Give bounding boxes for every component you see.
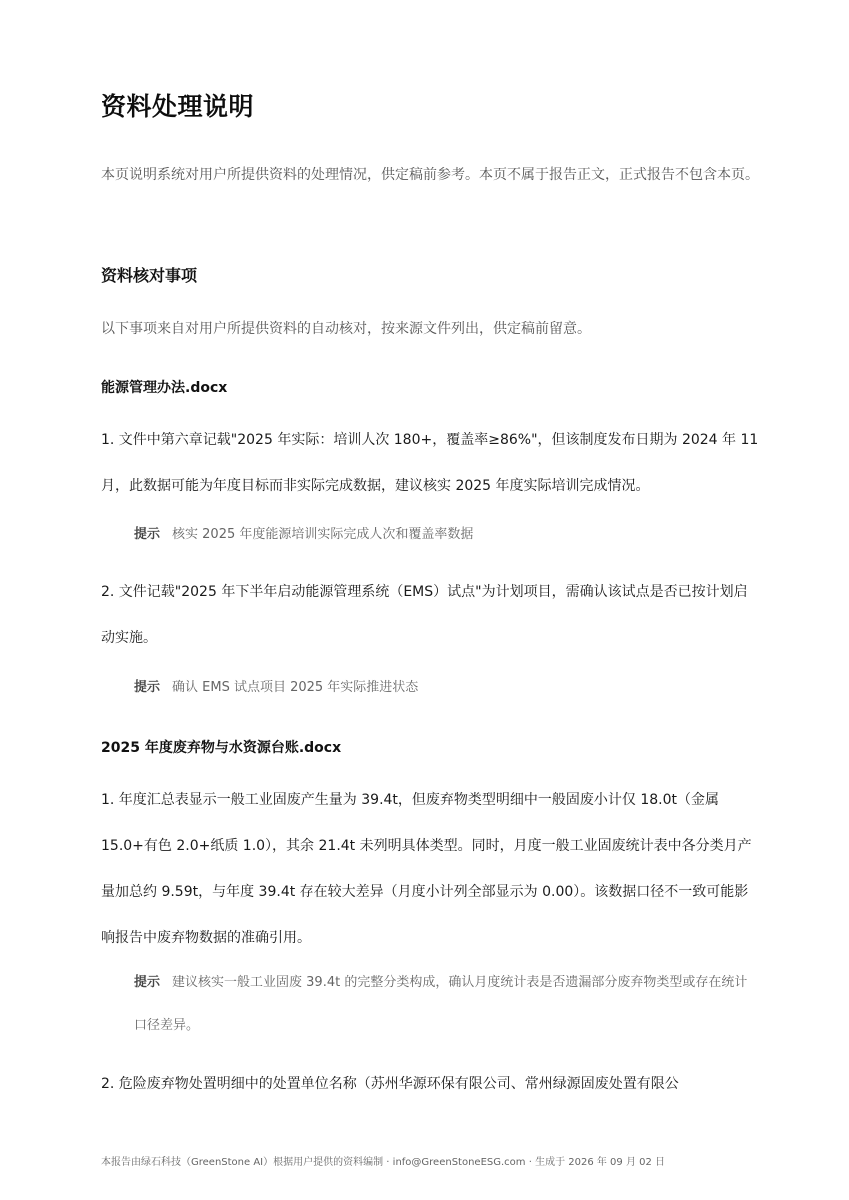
section-description: 以下事项来自对用户所提供资料的自动核对，按来源文件列出，供定稿前留意。 [101, 321, 591, 337]
tip-note [134, 666, 754, 709]
tip-note [134, 961, 754, 1047]
tip-text: 建议核实一般工业固废 39.4t 的完整分类构成，确认月度统计表是否遗漏部分废弃物类型或存在统计口径差异。 [134, 975, 748, 1033]
intro-paragraph: 本页说明系统对用户所提供资料的处理情况，供定稿前参考。本页不属于报告正文，正式报告不包含本页。 [101, 167, 759, 183]
list-item: 1. 年度汇总表显示一般工业固废产生量为 39.4t，但废弃物类型明细中一般固废小计仅 18.0t（金属 15.0+有色 2.0+纸质 1.0），其余 21.4t 未列明具体类型。同时，月度一般工业固废统计表中各分类月产量加总约 9.59t，与年度 39.4t 存在较大差异（月度小计列全部显示为 0.00）。该数据口径不一致可能影响报告中废弃物数据的准确引用。 [101, 792, 752, 946]
page-footer: 本报告由绿石科技（GreenStone AI）根据用户提供的资料编制 · info@GreenStoneESG.com · 生成于 2026 年 09 月 02 日 [101, 1157, 666, 1168]
list-item: 1. 文件中第六章记载"2025 年实际：培训人次 180+，覆盖率≥86%"，但该制度发布日期为 2024 年 11 月，此数据可能为年度目标而非实际完成数据，建议核实 2025 年度实际培训完成情况。 [101, 432, 759, 494]
page-title: 资料处理说明 [101, 92, 255, 121]
tip-label: 提示 [134, 527, 161, 542]
file-heading: 能源管理办法.docx [101, 380, 228, 396]
tip-label: 提示 [134, 680, 161, 695]
tip-label: 提示 [134, 975, 161, 990]
section-heading: 资料核对事项 [101, 266, 198, 285]
list-item: 2. 危险废弃物处置明细中的处置单位名称（苏州华源环保有限公司、常州绿源固废处置有限公 [101, 1076, 679, 1092]
tip-note [134, 513, 754, 556]
tip-text: 核实 2025 年度能源培训实际完成人次和覆盖率数据 [172, 527, 474, 542]
tip-text: 确认 EMS 试点项目 2025 年实际推进状态 [172, 680, 419, 695]
file-heading: 2025 年度废弃物与水资源台账.docx [101, 740, 342, 756]
list-item: 2. 文件记载"2025 年下半年启动能源管理系统（EMS）试点"为计划项目，需确认该试点是否已按计划启动实施。 [101, 584, 748, 646]
